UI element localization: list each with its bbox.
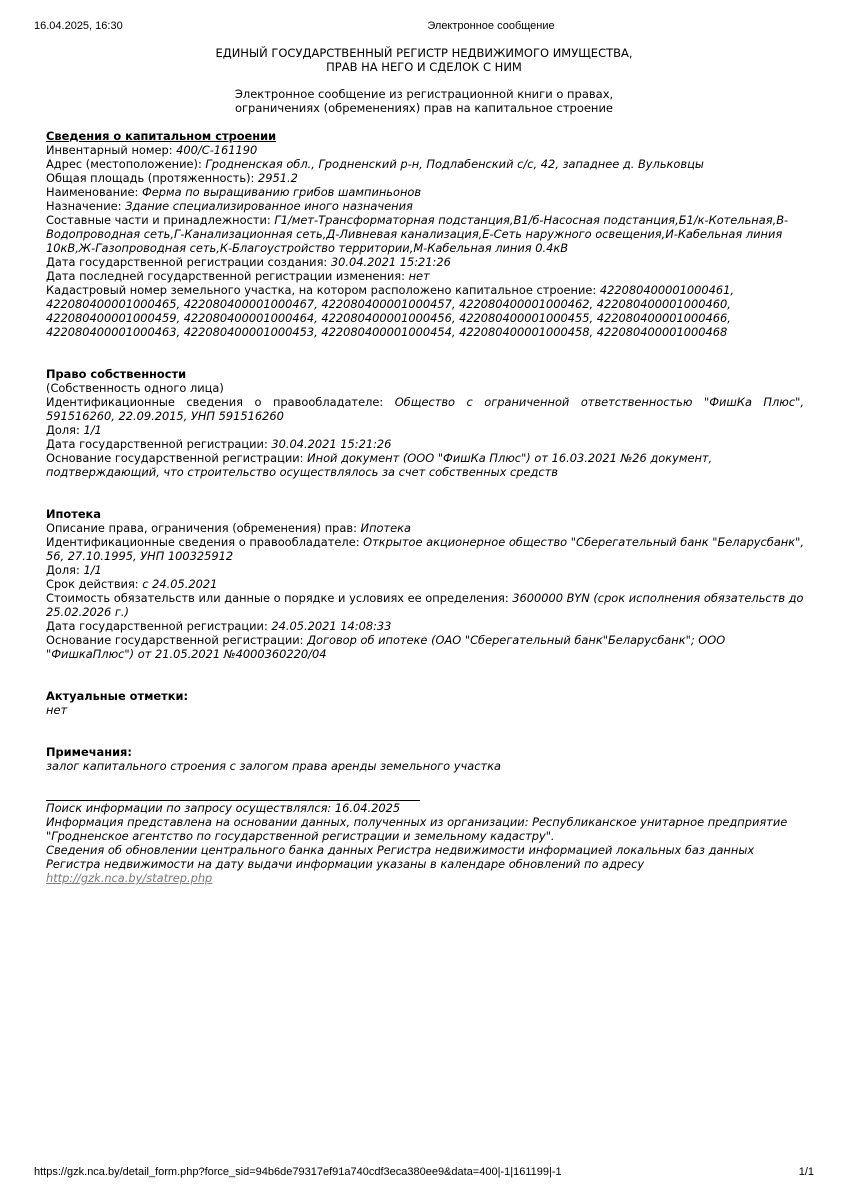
field-value: Г1/мет-Трансформаторная подстанция,В1/б-Насосная подстанция,Б1/к-Котельная,В-Водопроводная сеть,Г-Канализационная сеть,Д-Ливневая канализация,Е-Сеть наружного освещения,И-Кабельная линия 10кВ,Ж-Газопроводная сеть,К-Благоустройство территории,М-Кабельная линия 0.4кВ	[46, 213, 789, 255]
building-section	[46, 129, 804, 339]
field-value: с 24.05.2021	[142, 577, 218, 591]
field-value: Общество с ограниченной ответственностью "ФишКа Плюс", 591516260, 22.09.2015, УНП 591516260	[46, 395, 804, 423]
field-label: Доля:	[46, 563, 84, 577]
field-registration-basis	[46, 451, 804, 479]
field-value: 400/С-161190	[176, 143, 258, 157]
page-number: 1/1	[798, 1166, 814, 1178]
current-marks-value: нет	[46, 703, 68, 717]
field-value: Открытое акционерное общество "Сберегательный банк "Беларусбанк", 56, 27.10.1995, УНП 100325912	[46, 535, 804, 563]
section-title-notes: Примечания:	[46, 745, 132, 759]
notes-section	[46, 745, 804, 773]
field-value: Договор об ипотеке (ОАО "Сберегательный банк"Беларусбанк"; ООО "ФишкаПлюс") от 21.05.2021 №4000360220/04	[46, 633, 726, 661]
field-registration-date	[46, 619, 804, 633]
field-address	[46, 157, 804, 171]
field-share	[46, 423, 804, 437]
field-label: Назначение:	[46, 199, 126, 213]
registry-title-line2: ПРАВ НА НЕГО И СДЕЛОК С НИМ	[326, 60, 522, 74]
field-registration-date	[46, 437, 804, 451]
field-value: 1/1	[83, 563, 102, 577]
mortgage-section	[46, 507, 804, 661]
field-value: 24.05.2021 14:08:33	[271, 619, 392, 633]
field-value: Ферма по выращиванию грибов шампиньонов	[141, 185, 422, 199]
field-label: Основание государственной регистрации:	[46, 633, 308, 647]
document-body	[46, 129, 804, 885]
print-datetime: 16.04.2025, 16:30	[34, 20, 123, 32]
field-owner-identification	[46, 395, 804, 423]
field-label: Дата государственной регистрации создания:	[46, 255, 331, 269]
field-validity-period	[46, 577, 804, 591]
section-title-current-marks: Актуальные отметки:	[46, 689, 188, 703]
field-label: Доля:	[46, 423, 84, 437]
field-label: Описание права, ограничения (обременения) прав:	[46, 521, 361, 535]
field-value: 422080400001000461, 422080400001000465, 422080400001000467, 422080400001000457, 422080400001000462, 422080400001000460, 422080400001000459, 422080400001000464, 422080400001000456, 422080400001000455, 422080400001000466, 422080400001000463, 422080400001000453, 422080400001000454, 422080400001000458, 422080400001000468	[46, 283, 734, 339]
field-purpose	[46, 199, 804, 213]
field-label: Кадастровый номер земельного участка, на котором расположено капитальное строение:	[46, 283, 600, 297]
field-label: Дата последней государственной регистрации изменения:	[46, 269, 409, 283]
field-value: 3600000 BYN (срок исполнения обязательств до 25.02.2026 г.)	[46, 591, 804, 619]
field-label: Идентификационные сведения о правообладателе:	[46, 395, 395, 409]
print-header	[0, 20, 848, 36]
field-value: 2951.2	[258, 171, 298, 185]
field-value: 1/1	[83, 423, 102, 437]
field-obligation-value	[46, 591, 804, 619]
field-label: Стоимость обязательств или данные о порядке и условиях ее определения:	[46, 591, 513, 605]
document-header	[0, 46, 848, 115]
page-url: https://gzk.nca.by/detail_form.php?force_sid=94b6de79317ef91a740cdf3eca380ee9&data=400|-1|161199|-1	[34, 1166, 562, 1178]
search-date-note: Поиск информации по запросу осуществлялся: 16.04.2025	[46, 801, 401, 815]
field-share	[46, 563, 804, 577]
footnote-section	[46, 800, 804, 885]
ownership-type: (Собственность одного лица)	[46, 381, 224, 395]
field-value: 30.04.2021 15:21:26	[271, 437, 392, 451]
field-value: Гродненская обл., Гродненский р-н, Подлабенский с/с, 42, западнее д. Вульковцы	[205, 157, 704, 171]
field-value: Здание специализированное иного назначения	[125, 199, 413, 213]
section-title-building: Сведения о капитальном строении	[46, 129, 277, 143]
field-label: Дата государственной регистрации:	[46, 437, 272, 451]
field-holder-identification	[46, 535, 804, 563]
field-cadastral-numbers	[46, 283, 804, 339]
statrep-link[interactable]: http://gzk.nca.by/statrep.php	[46, 871, 213, 885]
notes-value: залог капитального строения с залогом права аренды земельного участка	[46, 759, 501, 773]
field-value: нет	[408, 269, 430, 283]
field-label: Адрес (местоположение):	[46, 157, 206, 171]
field-value: Ипотека	[360, 521, 411, 535]
field-creation-registration-date	[46, 255, 804, 269]
field-label: Общая площадь (протяженность):	[46, 171, 259, 185]
field-label: Основание государственной регистрации:	[46, 451, 308, 465]
field-registration-basis	[46, 633, 804, 661]
update-info-note: Сведения об обновлении центрального банка данных Регистра недвижимости информацией локальных баз данных Регистра недвижимости на дату выдачи информации указаны в календаре обновлений по адресу	[46, 843, 755, 871]
field-label: Срок действия:	[46, 577, 143, 591]
registry-title-line1: ЕДИНЫЙ ГОСУДАРСТВЕННЫЙ РЕГИСТР НЕДВИЖИМОГО ИМУЩЕСТВА,	[215, 46, 633, 60]
subtitle-line1: Электронное сообщение из регистрационной книги о правах,	[234, 87, 614, 101]
field-label: Идентификационные сведения о правообладателе:	[46, 535, 364, 549]
field-right-description	[46, 521, 804, 535]
source-note: Информация представлена на основании данных, полученных из организации: Республиканское унитарное предприятие "Гродненское агентство по государственной регистрации и земельному кадастру".	[46, 815, 788, 843]
field-area	[46, 171, 804, 185]
field-label: Дата государственной регистрации:	[46, 619, 272, 633]
print-title: Электронное сообщение	[427, 20, 555, 32]
section-title-ownership: Право собственности	[46, 367, 187, 381]
section-title-mortgage: Ипотека	[46, 507, 101, 521]
field-inventory-number	[46, 143, 804, 157]
field-last-change-date	[46, 269, 804, 283]
ownership-section	[46, 367, 804, 479]
field-components	[46, 213, 804, 255]
current-marks-section	[46, 689, 804, 717]
field-label: Составные части и принадлежности:	[46, 213, 275, 227]
subtitle-line2: ограничениях (обременениях) прав на капитальное строение	[234, 101, 614, 115]
field-value: Иной документ (ООО "ФишКа Плюс") от 16.03.2021 №26 документ, подтверждающий, что строительство осуществлялось за счет собственных средств	[46, 451, 713, 479]
field-value: 30.04.2021 15:21:26	[330, 255, 451, 269]
field-label: Наименование:	[46, 185, 142, 199]
field-name	[46, 185, 804, 199]
field-label: Инвентарный номер:	[46, 143, 177, 157]
